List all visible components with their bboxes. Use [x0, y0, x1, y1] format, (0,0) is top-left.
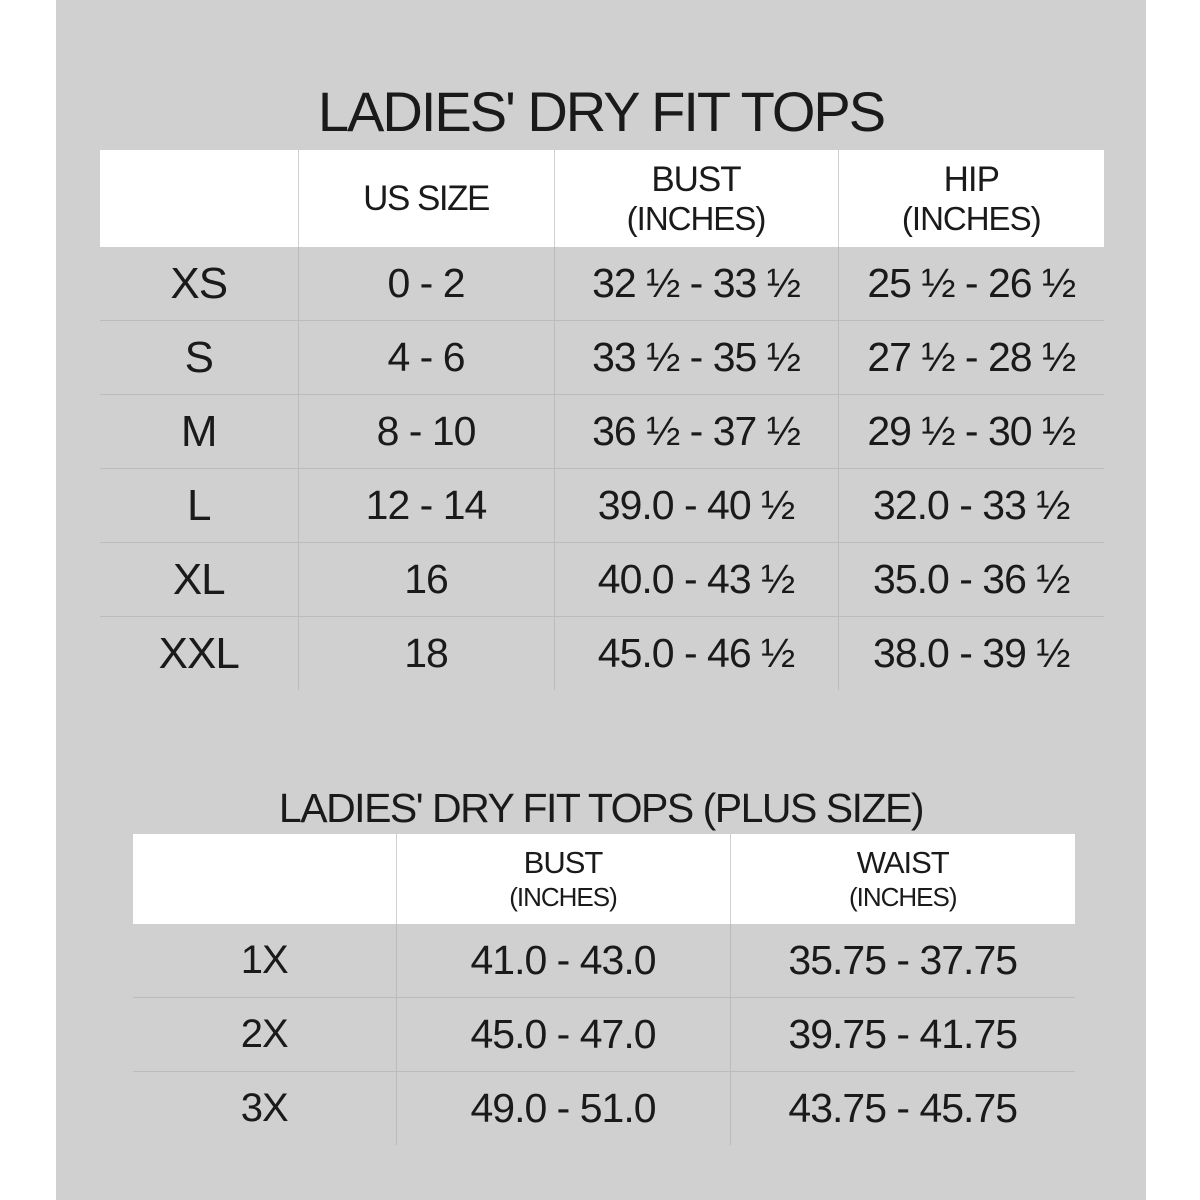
header-hip	[838, 150, 1104, 247]
size-cell: 3X	[133, 1072, 396, 1146]
header-waist-label: WAIST	[856, 845, 949, 880]
bust-cell: 45.0 - 47.0	[396, 998, 730, 1072]
bust-cell: 32 ½ - 33 ½	[554, 247, 838, 321]
header-hip-unit: (INCHES)	[901, 199, 1041, 237]
us-size-cell: 12 - 14	[298, 469, 554, 543]
header-bust-label: BUST	[523, 845, 603, 880]
header-us-size-label: US SIZE	[363, 178, 489, 218]
header-bust-unit: (INCHES)	[509, 882, 617, 912]
hip-cell: 38.0 - 39 ½	[838, 617, 1104, 691]
waist-cell: 35.75 - 37.75	[730, 924, 1075, 998]
header-bust-label: BUST	[651, 159, 741, 199]
bust-cell: 33 ½ - 35 ½	[554, 321, 838, 395]
bust-cell: 40.0 - 43 ½	[554, 543, 838, 617]
header-hip-label: HIP	[943, 159, 999, 199]
header-size	[100, 150, 298, 247]
table-header-row	[100, 150, 1104, 247]
us-size-cell: 16	[298, 543, 554, 617]
us-size-cell: 18	[298, 617, 554, 691]
size-cell: XXL	[100, 617, 298, 691]
table-row	[100, 543, 1104, 617]
size-cell: XL	[100, 543, 298, 617]
header-bust	[554, 150, 838, 247]
size-chart-panel	[56, 0, 1146, 1200]
waist-cell: 43.75 - 45.75	[730, 1072, 1075, 1146]
table-header-row	[133, 834, 1075, 924]
size-cell: XS	[170, 258, 228, 308]
table-row	[100, 321, 1104, 395]
size-chart-title: LADIES' DRY FIT TOPS	[317, 79, 885, 143]
waist-cell: 39.75 - 41.75	[730, 998, 1075, 1072]
table-row	[133, 998, 1075, 1072]
header-bust-unit: (INCHES)	[626, 199, 766, 237]
header-waist-unit: (INCHES)	[848, 882, 957, 912]
bust-cell: 45.0 - 46 ½	[554, 617, 838, 691]
bust-cell: 36 ½ - 37 ½	[554, 395, 838, 469]
header-us-size	[298, 150, 554, 247]
table-row	[133, 1072, 1075, 1146]
header-size	[133, 834, 396, 924]
size-cell: 1X	[240, 938, 288, 982]
bust-cell: 41.0 - 43.0	[396, 924, 730, 998]
size-cell: 2X	[133, 998, 396, 1072]
hip-cell: 29 ½ - 30 ½	[838, 395, 1104, 469]
us-size-cell: 0 - 2	[298, 247, 554, 321]
table-row	[100, 617, 1104, 691]
size-chart-table	[100, 150, 1104, 690]
bust-cell: 39.0 - 40 ½	[554, 469, 838, 543]
bust-cell: 49.0 - 51.0	[396, 1072, 730, 1146]
table-row	[100, 247, 1104, 321]
size-cell: S	[100, 321, 298, 395]
plus-size-chart-table	[133, 834, 1075, 1145]
size-cell: L	[100, 469, 298, 543]
size-cell: M	[100, 395, 298, 469]
header-bust	[396, 834, 730, 924]
table-row	[100, 395, 1104, 469]
us-size-cell: 4 - 6	[298, 321, 554, 395]
table-row	[133, 924, 1075, 998]
header-waist	[730, 834, 1075, 924]
hip-cell: 32.0 - 33 ½	[838, 469, 1104, 543]
table-row	[100, 469, 1104, 543]
hip-cell: 35.0 - 36 ½	[838, 543, 1104, 617]
hip-cell: 27 ½ - 28 ½	[838, 321, 1104, 395]
hip-cell: 25 ½ - 26 ½	[838, 247, 1104, 321]
us-size-cell: 8 - 10	[298, 395, 554, 469]
plus-size-chart-title: LADIES' DRY FIT TOPS (PLUS SIZE)	[278, 785, 924, 832]
